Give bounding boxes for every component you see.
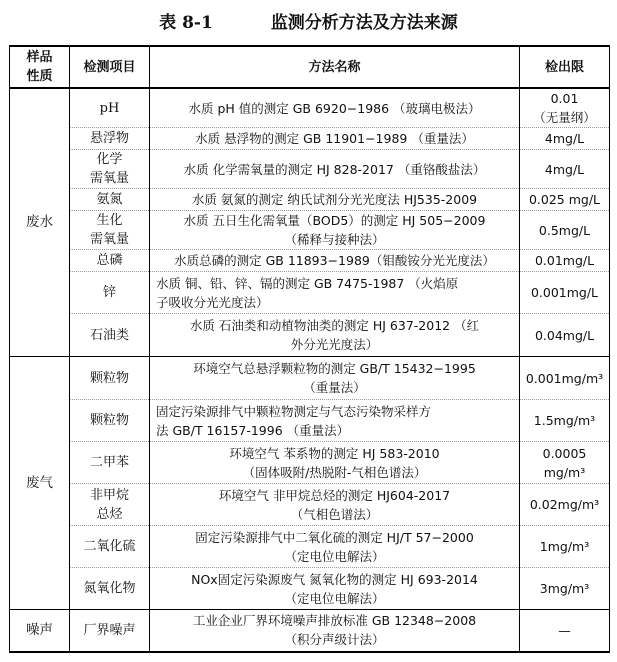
table-title xyxy=(0,8,617,38)
header-item: 检测项目 xyxy=(70,46,150,88)
row-item: 颗粒物 xyxy=(70,357,150,400)
row-item: 总磷 xyxy=(70,250,150,272)
table-row xyxy=(10,526,610,568)
row-method: 水质 化学需氧量的测定 HJ 828-2017 （重铬酸盐法） xyxy=(150,150,520,189)
group-wastewater: 废水 xyxy=(10,88,70,357)
table-row xyxy=(10,88,610,128)
row-limit: 0.04mg/L xyxy=(520,314,610,357)
row-limit: 1mg/m³ xyxy=(520,526,610,568)
methods-table xyxy=(9,45,610,653)
row-method: NOx固定污染源废气 氮氧化物的测定 HJ 693-2014 （定电位电解法） xyxy=(150,568,520,610)
row-method: 水质 五日生化需氧量（BOD5）的测定 HJ 505−2009 （稀释与接种法） xyxy=(150,211,520,250)
header-method: 方法名称 xyxy=(150,46,520,88)
row-limit: 1.5mg/m³ xyxy=(520,400,610,442)
table-row xyxy=(10,357,610,400)
row-item: 生化 需氧量 xyxy=(70,211,150,250)
table-row xyxy=(10,150,610,189)
row-limit: 0.001mg/m³ xyxy=(520,357,610,400)
table-caption: 监测分析方法及方法来源 xyxy=(270,13,458,33)
row-method: 水质 pH 值的测定 GB 6920−1986 （玻璃电极法） xyxy=(150,88,520,128)
row-limit: 4mg/L xyxy=(520,150,610,189)
table-row xyxy=(10,272,610,314)
header-sample: 样品 性质 xyxy=(10,46,70,88)
row-item: 悬浮物 xyxy=(70,128,150,150)
row-method: 水质总磷的测定 GB 11893−1989（钼酸铵分光光度法） xyxy=(150,250,520,272)
row-item: 非甲烷 总烃 xyxy=(70,484,150,526)
row-limit: 4mg/L xyxy=(520,128,610,150)
row-method: 固定污染源排气中颗粒物测定与气态污染物采样方 法 GB/T 16157-1996 （重量法） xyxy=(150,400,520,442)
row-limit: 0.025 mg/L xyxy=(520,189,610,211)
group-noise: 噪声 xyxy=(10,610,70,652)
row-method: 水质 悬浮物的测定 GB 11901−1989 （重量法） xyxy=(150,128,520,150)
row-limit: 3mg/m³ xyxy=(520,568,610,610)
row-item: 氮氧化物 xyxy=(70,568,150,610)
row-item: pH xyxy=(70,88,150,128)
table-row xyxy=(10,484,610,526)
row-limit: 0.001mg/L xyxy=(520,272,610,314)
table-row xyxy=(10,610,610,652)
row-limit: 0.01 （无量纲） xyxy=(520,88,610,128)
row-item: 石油类 xyxy=(70,314,150,357)
row-method: 水质 氨氮的测定 纳氏试剂分光光度法 HJ535-2009 xyxy=(150,189,520,211)
row-limit: 0.02mg/m³ xyxy=(520,484,610,526)
table-number: 表 8-1 xyxy=(159,13,213,33)
row-limit: 0.01mg/L xyxy=(520,250,610,272)
table-row xyxy=(10,211,610,250)
table-row xyxy=(10,314,610,357)
row-item: 二甲苯 xyxy=(70,442,150,484)
row-item: 厂界噪声 xyxy=(70,610,150,652)
row-method: 水质 铜、铅、锌、镉的测定 GB 7475-1987 （火焰原 子吸收分光光度法） xyxy=(150,272,520,314)
table-row xyxy=(10,400,610,442)
table-row xyxy=(10,568,610,610)
group-exhaust: 废气 xyxy=(10,357,70,610)
row-method: 水质 石油类和动植物油类的测定 HJ 637-2012 （红 外分光光度法） xyxy=(150,314,520,357)
table-row xyxy=(10,128,610,150)
row-method: 固定污染源排气中二氧化硫的测定 HJ/T 57−2000 （定电位电解法） xyxy=(150,526,520,568)
row-item: 化学 需氧量 xyxy=(70,150,150,189)
table-row xyxy=(10,250,610,272)
table-row xyxy=(10,442,610,484)
row-method: 环境空气总悬浮颗粒物的测定 GB/T 15432−1995 （重量法） xyxy=(150,357,520,400)
row-limit: — xyxy=(520,610,610,652)
row-item: 锌 xyxy=(70,272,150,314)
row-item: 氨氮 xyxy=(70,189,150,211)
table-row xyxy=(10,189,610,211)
row-limit: 0.0005 mg/m³ xyxy=(520,442,610,484)
row-limit: 0.5mg/L xyxy=(520,211,610,250)
row-method: 工业企业厂界环境噪声排放标准 GB 12348−2008 （积分声级计法） xyxy=(150,610,520,652)
header-row xyxy=(10,46,610,88)
row-item: 二氧化硫 xyxy=(70,526,150,568)
row-method: 环境空气 非甲烷总烃的测定 HJ604-2017 （气相色谱法） xyxy=(150,484,520,526)
row-item: 颗粒物 xyxy=(70,400,150,442)
header-limit: 检出限 xyxy=(520,46,610,88)
row-method: 环境空气 苯系物的测定 HJ 583-2010 （固体吸附/热脱附-气相色谱法） xyxy=(150,442,520,484)
